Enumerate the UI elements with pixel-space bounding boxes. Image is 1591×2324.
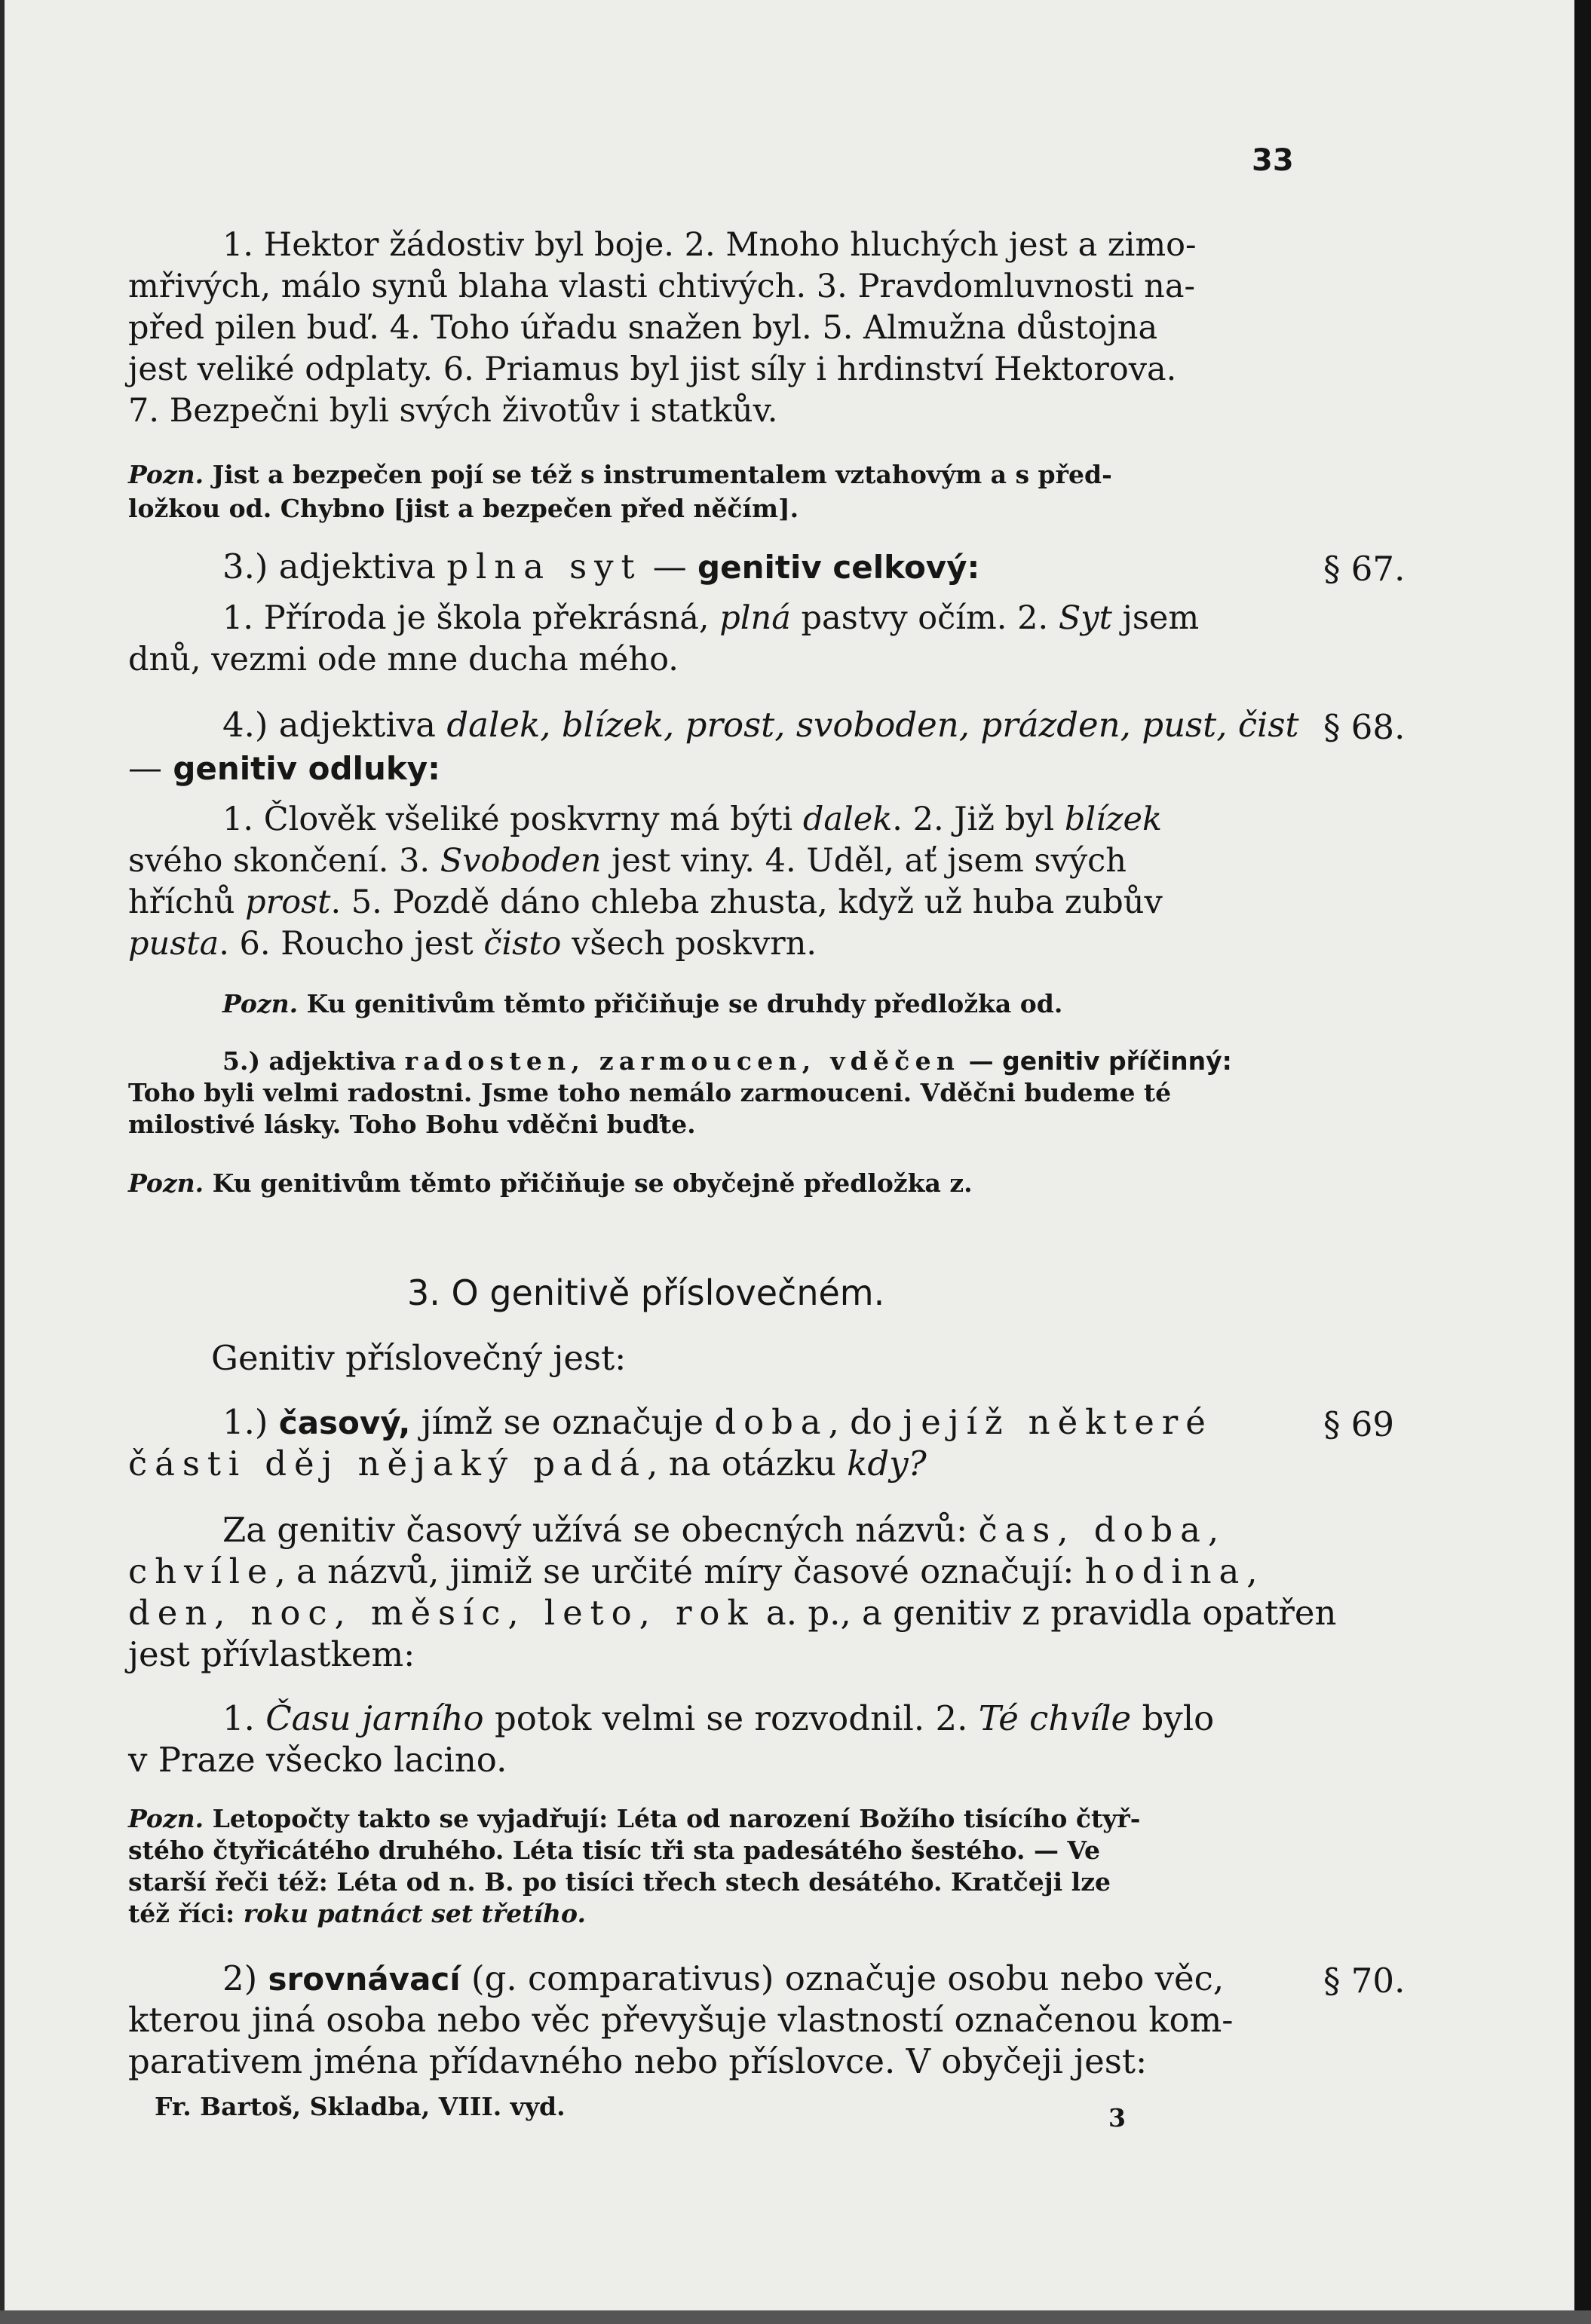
rule-heading-cont: — genitiv odluky: bbox=[128, 748, 440, 788]
note-line: též říci: roku patnáct set třetího. bbox=[128, 1899, 586, 1928]
rule-heading: 3.) adjektiva plna syt — genitiv celkový: bbox=[222, 547, 980, 586]
rule-heading: 2) srovnávací (g. comparativus) označuje osobu nebo věc, bbox=[222, 1958, 1225, 1998]
text-line: 1. Hektor žádostiv byl boje. 2. Mnoho hluchých jest a zimo- bbox=[222, 226, 1197, 264]
text-line: 7. Bezpečni byli svých životův i statkův. bbox=[128, 392, 778, 430]
text-line: pusta. 6. Roucho jest čisto všech poskvrn. bbox=[128, 925, 817, 963]
text-line: chvíle, a názvů, jimiž se určité míry časové označují: hodina, bbox=[128, 1551, 1265, 1591]
section-mark-67: § 67. bbox=[1323, 549, 1406, 589]
rule-heading: 4.) adjektiva dalek, blízek, prost, svoboden, prázden, pust, čist bbox=[222, 705, 1299, 745]
note-line: ložkou od. Chybno [jist a bezpečen před něčím]. bbox=[128, 494, 799, 523]
text-line: 1. Času jarního potok velmi se rozvodnil. 2. Té chvíle bylo bbox=[222, 1698, 1215, 1738]
page-bottom-shadow bbox=[0, 2310, 1591, 2324]
text-line: kterou jiná osoba nebo věc převyšuje vlastností označenou kom- bbox=[128, 2000, 1234, 2040]
section-heading: 3. O genitivě příslovečném. bbox=[407, 1272, 885, 1313]
note-line: Pozn. Ku genitivům těmto přičiňuje se druhdy předložka od. bbox=[222, 989, 1063, 1018]
intro-text: Genitiv příslovečný jest: bbox=[211, 1338, 627, 1378]
text-line: 1. Člověk všeliké poskvrny má býti dalek. 2. Již byl blízek bbox=[222, 801, 1163, 838]
section-mark-68: § 68. bbox=[1323, 707, 1406, 747]
text-line: parativem jména přídavného nebo příslovce. V obyčeji jest: bbox=[128, 2041, 1148, 2081]
rule-heading: 5.) adjektiva radosten, zarmoucen, vděčen — genitiv příčinný: bbox=[222, 1046, 1232, 1076]
note-line: starší řeči též: Léta od n. B. po tisíci třech stech desátého. Kratčeji lze bbox=[128, 1867, 1111, 1897]
text-line: jest veliké odplaty. 6. Priamus byl jist síly i hrdinství Hektorova. bbox=[128, 351, 1177, 388]
text-line: hříchů prost. 5. Pozdě dáno chleba zhusta, když už huba zubův bbox=[128, 883, 1163, 921]
section-mark-70: § 70. bbox=[1323, 1961, 1406, 2001]
rule-heading-cont: části děj nějaký padá, na otázku kdy? bbox=[128, 1444, 927, 1484]
page-left-shadow bbox=[0, 0, 5, 2324]
text-line: jest přívlastkem: bbox=[128, 1634, 415, 1674]
section-mark-69: § 69 bbox=[1323, 1404, 1395, 1444]
text-line: dnů, vezmi ode mne ducha mého. bbox=[128, 641, 679, 678]
text-line: před pilen buď. 4. Toho úřadu snažen byl. 5. Almužna důstojna bbox=[128, 309, 1158, 347]
text-line: den, noc, měsíc, leto, rok a. p., a genitiv z pravidla opatřen bbox=[128, 1593, 1337, 1633]
footer-source: Fr. Bartoš, Skladba, VIII. vyd. bbox=[155, 2092, 566, 2121]
text-line: 1. Příroda je škola překrásná, plná pastvy očím. 2. Syt jsem bbox=[222, 599, 1200, 637]
rule-heading: 1.) časový, jímž se označuje doba, do jejíž některé bbox=[222, 1402, 1213, 1442]
text-line: v Praze všecko lacino. bbox=[128, 1740, 507, 1780]
note-line: Pozn. Ku genitivům těmto přičiňuje se obyčejně předložka z. bbox=[128, 1168, 973, 1198]
note-line: Pozn. Letopočty takto se vyjadřují: Léta od narození Božího tisícího čtyř- bbox=[128, 1804, 1141, 1833]
text-line: mřivých, málo synů blaha vlasti chtivých. 3. Pravdomluvnosti na- bbox=[128, 268, 1196, 305]
text-line: milostivé lásky. Toho Bohu vděčni buďte. bbox=[128, 1110, 696, 1139]
signature-mark: 3 bbox=[1108, 2103, 1126, 2133]
text-line: Toho byli velmi radostni. Jsme toho nemálo zarmouceni. Vděčni budeme té bbox=[128, 1078, 1172, 1107]
note-line: Pozn. Jist a bezpečen pojí se též s instrumentalem vztahovým a s před- bbox=[128, 460, 1112, 489]
text-line: svého skončení. 3. Svoboden jest viny. 4. Uděl, ať jsem svých bbox=[128, 842, 1127, 880]
text-line: Za genitiv časový užívá se obecných názvů: čas, doba, bbox=[222, 1510, 1227, 1550]
page-right-shadow bbox=[1574, 0, 1591, 2324]
note-line: stého čtyřicátého druhého. Léta tisíc tři sta padesátého šestého. — Ve bbox=[128, 1836, 1100, 1865]
page-number: 33 bbox=[1252, 143, 1294, 178]
